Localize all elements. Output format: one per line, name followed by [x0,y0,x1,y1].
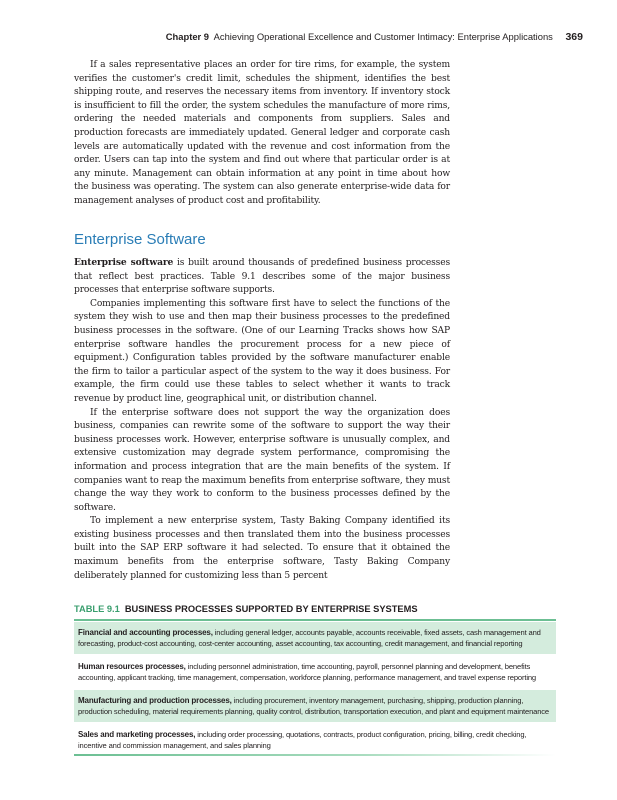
section-paragraph-2: Companies implementing this software first have to select the functions of the system they wish to use and then map their business processes to the predefined business processes in the software. (One of our Learning Tracks shows how SAP enterprise software handles the procurement process for a new piece of equipment.) Configuration tables provided by the software manufacturer enable the firm to tailor a particular aspect of the system to the way it does business. For example, the firm could use these tables to select whether it wants to track revenue by product line, geographical unit, or distribution channel. [74,298,450,404]
process-name: Human resources processes, [78,662,186,671]
process-table [74,622,556,758]
page-number: 369 [565,31,583,43]
table-row [74,724,556,756]
table-caption [74,604,554,614]
section-heading: Enterprise Software [74,231,206,248]
section-paragraph-3: If the enterprise software does not support the way the organization does business, companies can rewrite some of the software to support the way their business processes work. However, enterprise software is unusually complex, and extensive customization may degrade system performance, compromising the information and process integration that are the main benefits of the system. If companies want to reap the maximum benefits from enterprise software, they must change the way they work to conform to the business processes defined by the software. [74,407,450,513]
table-number: TABLE 9.1 [74,604,120,614]
table-row [74,656,556,688]
table-title: BUSINESS PROCESSES SUPPORTED BY ENTERPRISE SYSTEMS [124,604,418,614]
process-detail: including procurement, inventory management, purchasing, shipping, production planning, production scheduling, material requirements planning, quality control, distribution, transportation execution, and plant and equipment maintenance [78,696,550,716]
process-name: Sales and marketing processes, [78,730,196,739]
table-row [74,622,556,654]
chapter-title: Achieving Operational Excellence and Customer Intimacy: Enterprise Applications [213,31,553,42]
section-paragraph-1 [74,256,450,298]
table-row [74,690,556,722]
paragraph-1-text: is built around thousands of predefined business processes that reflect best practices. Table 9.1 describes some of the major business processes that enterprise software supports. [74,258,450,296]
running-head [60,31,583,43]
section-text-block [74,256,450,583]
process-name: Financial and accounting processes, [78,628,213,637]
section-paragraph-4: To implement a new enterprise system, Tasty Baking Company identified its existing business processes and then translated them into the business processes built into the SAP ERP software it had selected. To ensure that it obtained the maximum benefits from the enterprise software, Tasty Baking Company deliberately planned for customizing less than 5 percent [74,516,450,581]
process-detail: including general ledger, accounts payable, accounts receivable, fixed assets, cash management and forecasting, product-cost accounting, cost-center accounting, asset accounting, tax accounting, credit management, and financial reporting [78,628,541,648]
process-name: Manufacturing and production processes, [78,696,232,705]
intro-text-block [74,59,450,209]
intro-paragraph: If a sales representative places an order for tire rims, for example, the system verifies the customer's credit limit, schedules the shipment, identifies the best shipping route, and reserves the necessary items from inventory. If inventory stock is insufficient to fill the order, the system schedules the manufacture of more rims, ordering the needed materials and components from suppliers. Sales and production forecasts are immediately updated. General ledger and corporate cash levels are automatically updated with the revenue and cost information from the order. Users can tap into the system and find out where that particular order is at any minute. Management can obtain information at any point in time about how the business was operating. The system can also generate enterprise-wide data for management analyses of product cost and profitability. [74,60,450,206]
chapter-label: Chapter 9 [165,31,210,42]
table-bottom-rule [74,754,556,756]
process-detail: including order processing, quotations, contracts, product configuration, pricing, billing, credit checking, incentive and commission management, and sales planning [78,730,527,750]
table-top-rule [74,619,556,621]
process-detail: including personnel administration, time accounting, payroll, personnel planning and development, benefits accounting, applicant tracking, time management, compensation, workforce planning, performance management, and travel expense reporting [78,662,537,682]
key-term: Enterprise software [74,257,174,268]
